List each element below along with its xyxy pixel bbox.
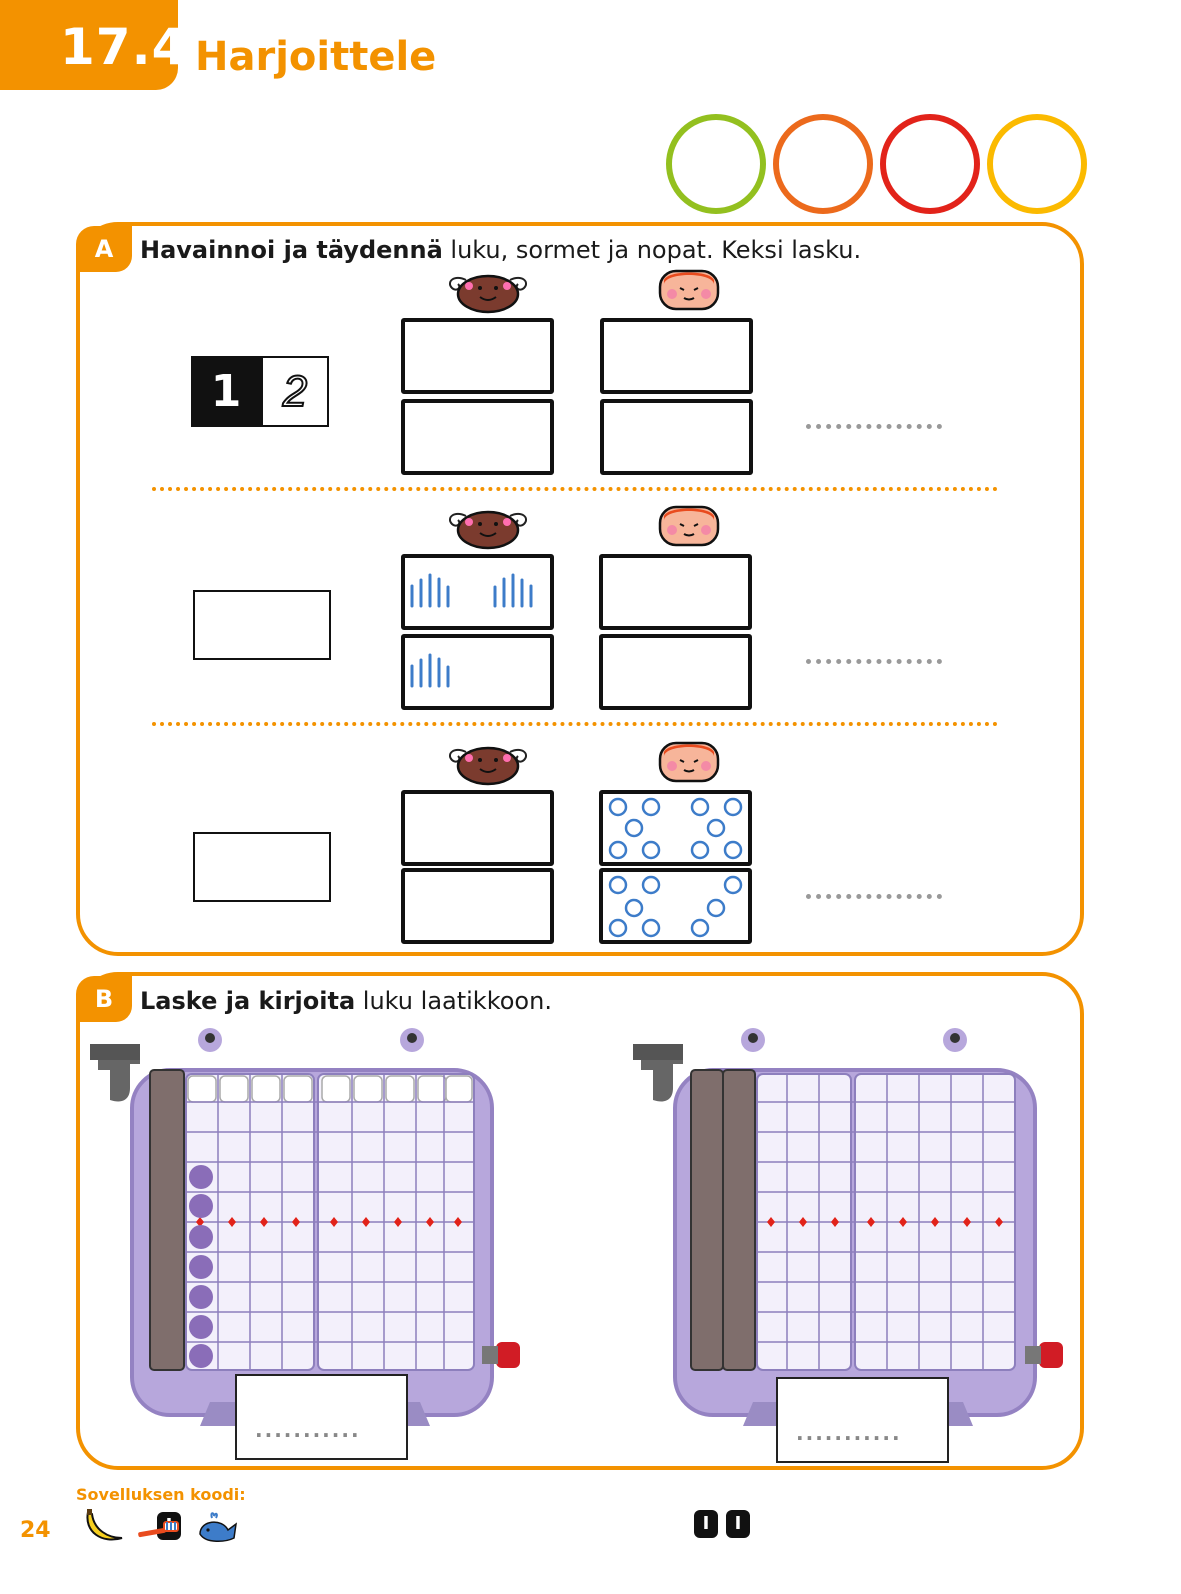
- app-code-label: Sovelluksen koodi:: [76, 1485, 246, 1504]
- ten-rod-label: I: [694, 1510, 718, 1538]
- answer-line-row1[interactable]: [806, 424, 942, 429]
- answer-box-left[interactable]: [235, 1374, 408, 1460]
- ten-rod-label: I: [726, 1510, 750, 1538]
- task-b-label: B: [76, 976, 132, 1022]
- answer-line-row2[interactable]: [806, 659, 942, 664]
- boy-dice-box-top[interactable]: [600, 318, 753, 394]
- number-box-row2[interactable]: [193, 590, 331, 660]
- answer-line-right: ...........: [796, 1421, 902, 1445]
- self-assessment-ring-yellow[interactable]: [987, 114, 1087, 214]
- girl-fingers-box-bottom[interactable]: [401, 634, 554, 710]
- self-assessment-ring-orange[interactable]: [773, 114, 873, 214]
- separator: [152, 487, 998, 491]
- answer-line-left: ...........: [255, 1418, 361, 1442]
- self-assessment-ring-red[interactable]: [880, 114, 980, 214]
- boy-face-icon: [658, 740, 720, 784]
- girl-fingers-box-top[interactable]: [401, 318, 554, 394]
- dice-five-four-icon: [603, 872, 748, 940]
- boy-dice-box-bottom[interactable]: [599, 868, 752, 944]
- bead-grid-left: [184, 1072, 476, 1372]
- number-card-tens: 1: [191, 356, 261, 427]
- toothbrush-icon: [136, 1518, 182, 1540]
- boy-dice-box-bottom[interactable]: [600, 399, 753, 475]
- fingers-ten-icon: [405, 558, 550, 626]
- number-box-row3[interactable]: [193, 832, 331, 902]
- whale-icon: [196, 1510, 238, 1544]
- banana-icon: [82, 1508, 126, 1546]
- girl-fingers-box-top[interactable]: [401, 554, 554, 630]
- task-b-instruction: Laske ja kirjoita luku laatikkoon.: [140, 987, 552, 1015]
- page-number: 24: [20, 1518, 51, 1543]
- page-title: Harjoittele: [195, 34, 437, 80]
- boy-dice-box-top[interactable]: [599, 554, 752, 630]
- girl-face-icon: [444, 506, 532, 550]
- girl-fingers-box-top[interactable]: [401, 790, 554, 866]
- boy-face-icon: [658, 268, 720, 312]
- answer-line-row3[interactable]: [806, 894, 942, 899]
- girl-face-icon: [444, 270, 532, 314]
- girl-fingers-box-bottom[interactable]: [401, 399, 554, 475]
- self-assessment-ring-green[interactable]: [666, 114, 766, 214]
- boy-face-icon: [658, 504, 720, 548]
- boy-dice-box-bottom[interactable]: [599, 634, 752, 710]
- task-a-label: A: [76, 226, 132, 272]
- answer-box-right[interactable]: [776, 1377, 949, 1463]
- bead-grid-right: [755, 1072, 1017, 1372]
- boy-dice-box-top[interactable]: [599, 790, 752, 866]
- girl-face-icon: [444, 742, 532, 786]
- fingers-five-icon: [405, 638, 550, 706]
- chapter-number: 17.4: [60, 18, 188, 76]
- number-card-ones: 2: [261, 356, 329, 427]
- dice-six-six-icon: [603, 794, 748, 862]
- separator: [152, 722, 998, 726]
- task-a-instruction: Havainnoi ja täydennä luku, sormet ja nopat. Keksi lasku.: [140, 236, 862, 264]
- girl-fingers-box-bottom[interactable]: [401, 868, 554, 944]
